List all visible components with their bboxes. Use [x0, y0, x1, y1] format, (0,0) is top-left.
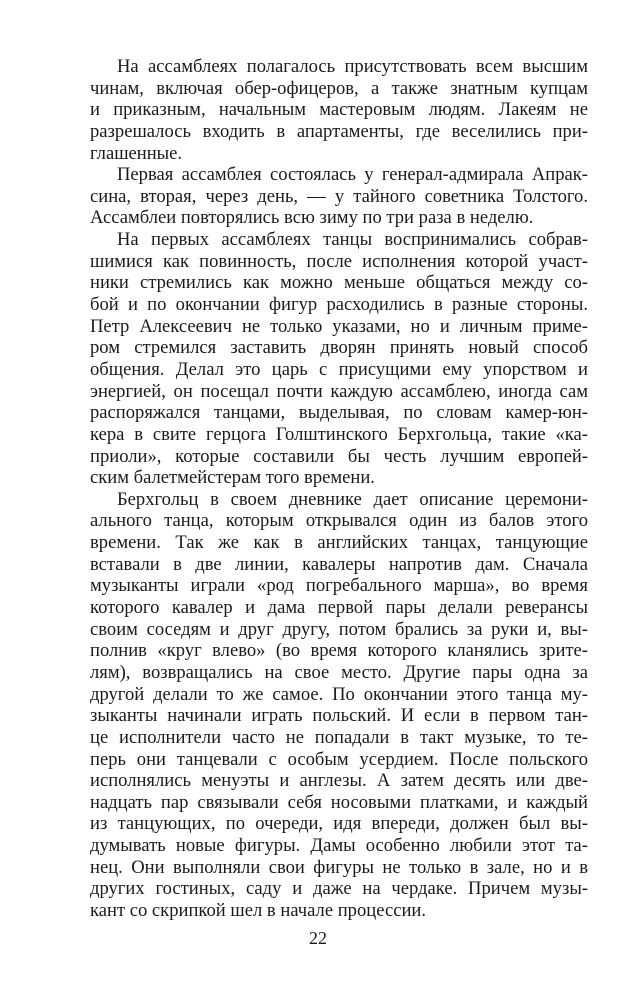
- paragraph: [90, 489, 588, 922]
- text-line: исполнялись менуэты и англезы. А затем десять или две-: [90, 770, 588, 792]
- text-line: ром стремился заставить дворян принять новый способ: [90, 337, 588, 359]
- text-line: ального танца, которым открывался один из балов этого: [90, 510, 588, 532]
- text-line: приоли», которые составили бы честь лучшим европей-: [90, 445, 588, 467]
- text-line: полнив «круг влево» (во время которого кланялись зрите-: [90, 640, 588, 662]
- text-line: глашенные.: [90, 142, 183, 164]
- paragraph: [90, 229, 588, 489]
- text-line: музыканты играли «род погребального марша», во время: [90, 575, 588, 597]
- paragraph: [90, 164, 588, 229]
- text-line: из танцующих, по очереди, идя впереди, должен был вы-: [90, 813, 588, 835]
- text-line: кера в свите герцога Голштинского Берхгольца, такие «ка-: [90, 423, 588, 445]
- text-line: На ассамблеях полагалось присутствовать всем высшим: [117, 56, 588, 77]
- text-line: которого кавалер и дама первой пары делали реверансы: [90, 597, 588, 619]
- text-line: На первых ассамблеях танцы воспринимались собрав-: [117, 229, 588, 251]
- text-line: лям), возвращались на свое место. Другие пары одна за: [90, 661, 588, 683]
- text-line: шимися как повинность, после исполнения которой участ-: [90, 250, 588, 272]
- text-line: кант со скрипкой шел в начале процессии.: [90, 899, 426, 921]
- text-line: других гостиных, саду и даже на чердаке. Причем музы-: [90, 878, 588, 900]
- text-line: бой и по окончании фигур расходились в разные стороны.: [90, 294, 588, 316]
- text-line: распоряжался танцами, выделывая, по словам камер-юн-: [90, 402, 588, 424]
- text-line: и приказным, начальным мастеровым людям. Лакеям не: [90, 99, 588, 121]
- text-line: общения. Делал это царь с присущими ему упорством и: [90, 358, 588, 380]
- text-line: разрешалось входить в апартаменты, где веселились при-: [90, 120, 588, 142]
- text-line: другой делали то же самое. По окончании этого танца му-: [90, 683, 588, 705]
- page-number: 22: [309, 928, 327, 948]
- text-line: своим соседям и друг другу, потом брались за руки и, вы-: [90, 618, 588, 640]
- page-body-text: [90, 56, 588, 922]
- text-line: це исполнители часто не попадали в такт музыке, то те-: [90, 726, 588, 748]
- text-line: энергией, он посещал почти каждую ассамблею, иногда сам: [90, 380, 588, 402]
- text-line: времени. Так же как в английских танцах, танцующие: [90, 532, 588, 554]
- text-line: Первая ассамблея состоялась у генерал-адмирала Апрак-: [117, 164, 588, 186]
- text-line: сина, вторая, через день, — у тайного советника Толстого.: [90, 185, 588, 207]
- text-line: вставали в две линии, кавалеры напротив дам. Сначала: [90, 553, 588, 575]
- text-line: зыканты начинали играть польский. И если в первом тан-: [90, 705, 588, 727]
- text-line: нец. Они выполняли свои фигуры не только в зале, но и в: [90, 856, 588, 878]
- text-line: думывать новые фигуры. Дамы особенно любили этот та-: [90, 835, 588, 857]
- text-line: надцать пар связывали себя носовыми платками, и каждый: [90, 791, 588, 813]
- text-line: Петр Алексеевич не только указами, но и личным приме-: [90, 315, 588, 337]
- paragraph: [90, 56, 588, 164]
- text-line: ники стремились как можно меньше общаться между со-: [90, 272, 588, 294]
- text-line: ским балетмейстерам того времени.: [90, 467, 375, 489]
- text-line: чинам, включая обер-офицеров, а также знатным купцам: [90, 77, 588, 99]
- text-line: Берхгольц в своем дневнике дает описание церемони-: [117, 488, 588, 510]
- text-line: перь они танцевали с особым усердием. После польского: [90, 748, 588, 770]
- text-line: Ассамблеи повторялись всю зиму по три раза в неделю.: [90, 207, 534, 229]
